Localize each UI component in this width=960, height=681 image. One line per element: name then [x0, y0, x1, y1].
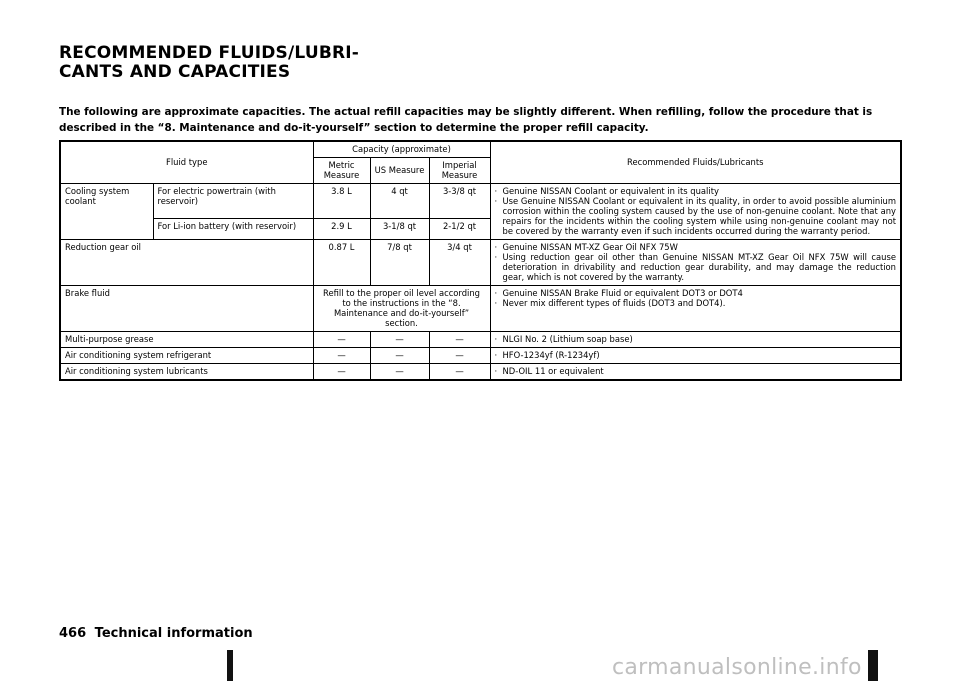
- grease-us: —: [370, 332, 429, 348]
- list-item: · Using reduction gear oil other than Genuine NISSAN MT-XZ Gear Oil NFX 75W will cause deterioration in drivability and reduction gear durability, and may damage the reduction gear, which is not covered by the warranty.: [495, 252, 897, 282]
- lubricants-imperial: —: [429, 364, 490, 381]
- list-item: · Genuine NISSAN Coolant or equivalent in its quality: [495, 186, 897, 196]
- cooling-sub1-label: For electric powertrain (with reservoir): [153, 184, 313, 219]
- refrigerant-label: Air conditioning system refrigerant: [60, 348, 313, 364]
- table-row: [60, 286, 901, 332]
- grease-imperial: —: [429, 332, 490, 348]
- page-heading: [59, 44, 359, 82]
- list-item: · Genuine NISSAN Brake Fluid or equivalent DOT3 or DOT4: [495, 288, 897, 298]
- cooling-sub2-imperial: 2-1/2 qt: [429, 218, 490, 239]
- left-edge-bar: [227, 650, 233, 681]
- list-item: · Use Genuine NISSAN Coolant or equivalent in its quality, in order to avoid possible aluminium corrosion within the cooling system caused by the use of non-genuine coolant. Note that any repairs for the incidents within the cooling system while using non-genuine coolant may not be covered by the warranty even if such incidents occurred during the warranty period.: [495, 196, 897, 236]
- heading-line-1: RECOMMENDED FLUIDS/LUBRI-: [59, 43, 360, 63]
- grease-metric: —: [313, 332, 370, 348]
- grease-recommended: [490, 332, 901, 348]
- reduction-us: 7/8 qt: [370, 240, 429, 286]
- header-fluid-type: Fluid type: [60, 141, 313, 184]
- cooling-sub1-metric: 3.8 L: [313, 184, 370, 219]
- heading-line-2: CANTS AND CAPACITIES: [59, 62, 291, 82]
- cooling-recommended: [490, 184, 901, 240]
- refrigerant-imperial: —: [429, 348, 490, 364]
- table-row: [60, 364, 901, 381]
- refrigerant-metric: —: [313, 348, 370, 364]
- brake-capacity: Refill to the proper oil level according to the instructions in the “8. Maintenance and do-it-yourself” section.: [313, 286, 490, 332]
- fluids-capacity-table: [59, 140, 902, 381]
- list-item: · ND-OIL 11 or equivalent: [495, 366, 897, 376]
- cooling-sub2-metric: 2.9 L: [313, 218, 370, 239]
- reduction-metric: 0.87 L: [313, 240, 370, 286]
- list-item: · HFO-1234yf (R-1234yf): [495, 350, 897, 360]
- cooling-label: Cooling system coolant: [60, 184, 153, 240]
- section-name: Technical information: [94, 626, 253, 641]
- cooling-sub2-label: For Li-ion battery (with reservoir): [153, 218, 313, 239]
- header-capacity: Capacity (approximate): [313, 141, 490, 158]
- cooling-sub1-us: 4 qt: [370, 184, 429, 219]
- table-row: [60, 332, 901, 348]
- table-row: [60, 348, 901, 364]
- intro-paragraph: The following are approximate capacities. The actual refill capacities may be slightly different. When refilling, follow the procedure that is described in the “8. Maintenance and do-it-yourself” section to determine the proper refill capacity.: [59, 106, 873, 134]
- brake-label: Brake fluid: [60, 286, 313, 332]
- header-metric: Metric Measure: [313, 158, 370, 184]
- header-us: US Measure: [370, 158, 429, 184]
- page-number: 466: [59, 626, 87, 641]
- list-item: · Genuine NISSAN MT-XZ Gear Oil NFX 75W: [495, 242, 897, 252]
- header-recommended: Recommended Fluids/Lubricants: [490, 141, 901, 184]
- list-item: · NLGI No. 2 (Lithium soap base): [495, 334, 897, 344]
- reduction-label: Reduction gear oil: [60, 240, 313, 286]
- table-row: [60, 240, 901, 286]
- list-item: · Never mix different types of fluids (DOT3 and DOT4).: [495, 298, 897, 308]
- grease-label: Multi-purpose grease: [60, 332, 313, 348]
- refrigerant-recommended: [490, 348, 901, 364]
- cooling-sub1-imperial: 3-3/8 qt: [429, 184, 490, 219]
- brake-recommended: [490, 286, 901, 332]
- refrigerant-us: —: [370, 348, 429, 364]
- lubricants-label: Air conditioning system lubricants: [60, 364, 313, 381]
- cooling-sub2-us: 3-1/8 qt: [370, 218, 429, 239]
- lubricants-us: —: [370, 364, 429, 381]
- reduction-recommended: [490, 240, 901, 286]
- watermark-text: carmanualsonline.info: [612, 655, 862, 680]
- reduction-imperial: 3/4 qt: [429, 240, 490, 286]
- lubricants-metric: —: [313, 364, 370, 381]
- page-footer: [59, 626, 253, 641]
- right-edge-bar: [868, 650, 878, 681]
- table-header-row: [60, 141, 901, 158]
- header-imperial: Imperial Measure: [429, 158, 490, 184]
- table-row: [60, 184, 901, 219]
- lubricants-recommended: [490, 364, 901, 381]
